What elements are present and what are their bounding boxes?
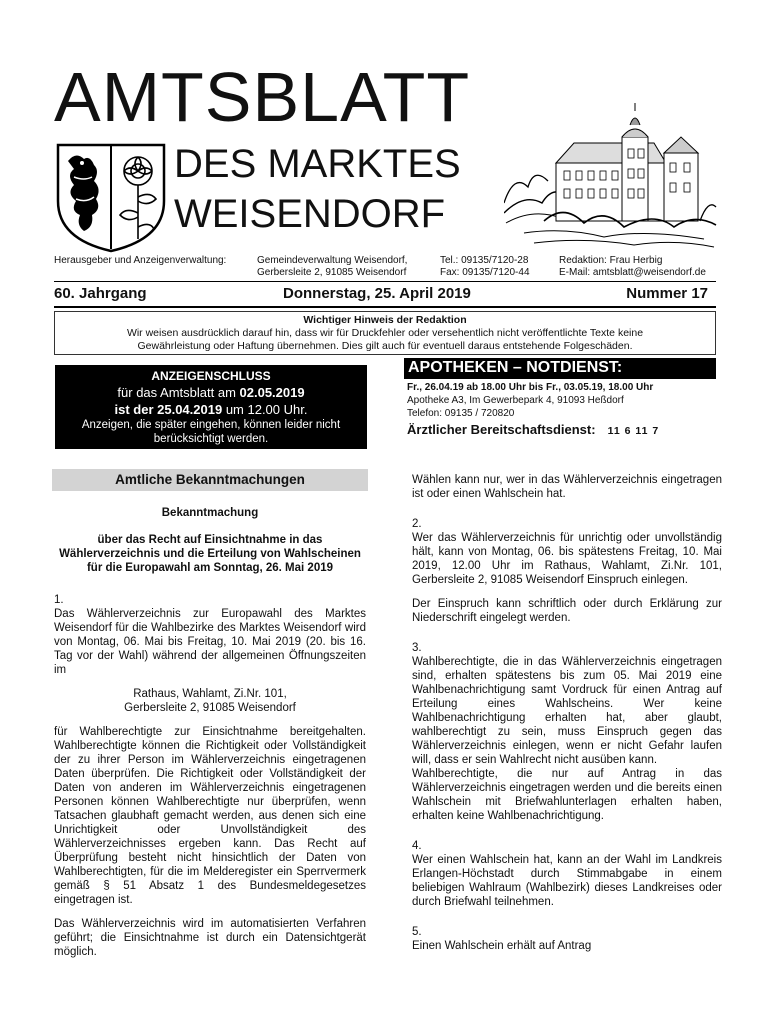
pharmacy-address: Apotheke A3, Im Gewerbepark 4, 91093 Heßdorf — [407, 395, 624, 406]
notice-line1: Wir weisen ausdrücklich darauf hin, dass wir für Druckfehler oder versehentlich nicht veröffentlichte Texte keine — [126, 327, 644, 339]
ad-deadline-box — [55, 365, 367, 449]
paragraph: 2. Wer das Wählerverzeichnis für unrichtig oder unvollständig hält, kann von Montag, 06. bis spätestens Freitag, 10. Mai 2019, 12.00 Uhr im Rathaus, Wahlamt, Zi.Nr. 101, Gerbersleite 2, 91085 Weisendorf Einspruch einlegen. — [412, 518, 722, 586]
left-column — [54, 593, 366, 969]
notice-title: Wichtiger Hinweis der Redaktion — [303, 314, 467, 326]
address-block — [54, 687, 366, 715]
issue-year: 60. Jahrgang — [54, 285, 147, 302]
pharmacy-time: Fr., 26.04.19 ab 18.00 Uhr bis Fr., 03.05.19, 18.00 Uhr — [407, 382, 654, 393]
divider — [54, 281, 716, 282]
publisher-org-line1: Gemeindeverwaltung Weisendorf, — [257, 255, 408, 266]
editorial-notice — [54, 311, 716, 355]
publisher-editor: Redaktion: Frau Herbig — [559, 255, 663, 266]
publisher-label: Herausgeber und Anzeigenverwaltung: — [54, 255, 227, 266]
deadline-title: ANZEIGENSCHLUSS — [151, 369, 271, 383]
masthead-title: AMTSBLATT — [54, 58, 471, 136]
section-heading: Amtliche Bekanntmachungen — [52, 469, 368, 491]
publisher-tel: Tel.: 09135/7120-28 — [440, 255, 529, 266]
divider — [54, 306, 716, 308]
publisher-fax: Fax: 09135/7120-44 — [440, 267, 530, 278]
notice-line2: Gewährleistung oder Haftung übernehmen. Dies gilt auch für eventuell daraus entstehende Folgeschäden. — [137, 340, 633, 352]
paragraph: 4. Wer einen Wahlschein hat, kann an der Wahl im Landkreis Erlangen-Höchstadt durch Stimmabgabe in einem beliebigen Wahlraum (Wahlbezirk) dieses Landkreises oder durch Briefwahl teilnehmen. — [412, 840, 722, 908]
right-column — [412, 473, 722, 963]
castle-illustration — [504, 103, 718, 251]
paragraph: 5. Einen Wahlschein erhält auf Antrag — [412, 926, 592, 952]
doctor-number: 11 6 11 7 — [607, 425, 660, 437]
publisher-org-line2: Gerbersleite 2, 91085 Weisendorf — [257, 267, 407, 278]
paragraph: Der Einspruch kann schriftlich oder durch Erklärung zur Niederschrift eingelegt werden. — [412, 598, 722, 624]
deadline-line2 — [55, 384, 367, 401]
issue-number: Nummer 17 — [626, 285, 708, 302]
paragraph: Das Wählerverzeichnis wird im automatisierten Verfahren geführt; die Einsichtnahme ist durch ein Datensichtgerät möglich. — [54, 918, 366, 958]
paragraph: für Wahlberechtigte zur Einsichtnahme bereitgehalten. Wahlberechtigte können die Richtigkeit oder Vollständigkeit der zu ihrer Person im Wählerverzeichnis eingetragenen Daten überprüfen. Die Richtigkeit oder Vollständigkeit der Daten von anderen im Wählerverzeichnis eingetragenen Personen können Wahlberechtigte nur überprüfen, wenn Tatsachen glaubhaft gemacht werden, aus denen sich eine Unrichtigkeit oder Unvollständigkeit des Wählerverzeichnisses ergeben kann. Das Recht auf Überprüfung besteht nicht hinsichtlich der Daten von Wahlberechtigten, für die im Melderegister ein Sperrvermerk gemäß § 51 Absatz 1 des Bundesmeldegesetzes eingetragen ist. — [54, 726, 366, 906]
publisher-email: E-Mail: amtsblatt@weisendorf.de — [559, 267, 706, 278]
pharmacy-info — [407, 381, 719, 420]
deadline-line3-suffix: um 12.00 Uhr. — [222, 402, 308, 417]
deadline-line3 — [55, 401, 367, 418]
address-line2: Gerbersleite 2, 91085 Weisendorf — [124, 702, 296, 714]
pharmacy-heading: APOTHEKEN – NOTDIENST: — [404, 358, 716, 379]
doctor-service — [407, 422, 659, 437]
masthead-subtitle-line1: DES MARKTES — [174, 142, 461, 186]
deadline-line4: Anzeigen, die später eingehen, können leider nicht berücksichtigt werden. — [81, 419, 341, 445]
masthead-subtitle-line2: WEISENDORF — [174, 192, 446, 236]
paragraph: Wählen kann nur, wer in das Wählerverzeichnis eingetragen ist oder einen Wahlschein hat. — [412, 474, 722, 500]
deadline-line2-date: 02.05.2019 — [239, 385, 305, 400]
paragraph: 1. Das Wählerverzeichnis zur Europawahl des Marktes Weisendorf für die Wahlbezirke des Marktes Weisendorf wird von Montag, 06. Mai bis Freitag, 10. Mai 2019 (20. bis 16. Tag vor der Wahl) während der allgemeinen Öffnungszeiten im — [54, 594, 366, 676]
pharmacy-phone: Telefon: 09135 / 720820 — [407, 408, 515, 419]
coat-of-arms-icon — [54, 141, 168, 253]
announcement-title: Bekanntmachung — [161, 507, 259, 519]
deadline-line2-prefix: für das Amtsblatt am — [117, 385, 240, 400]
doctor-label: Ärztlicher Bereitschaftsdienst: — [407, 422, 596, 437]
address-line1: Rathaus, Wahlamt, Zi.Nr. 101, — [133, 688, 287, 700]
paragraph: 3. Wahlberechtigte, die in das Wählerverzeichnis eingetragen sind, erhalten spätestens bis zum 05. Mai 2019 eine Wahlbenachrichtigung samt Vordruck für einen Antrag auf Erteilung eines Wahlscheins. Wer keine Wahlbenachrichtigung erhalten hat, aber glaubt, wahlberechtigt zu sein, muss Einspruch gegen das Wählerverzeichnis einlegen, wenn er nicht Gefahr laufen will, dass er sein Wahlrecht nicht ausüben kann. Wahlberechtigte, die nur auf Antrag in das Wählerverzeichnis eingetragen werden und die bereits einen Wahlschein mit Briefwahlunterlagen erhalten haben, erhalten keine Wahlbenachrichtigung. — [412, 642, 722, 822]
deadline-line3-date: ist der 25.04.2019 — [114, 402, 223, 417]
issue-date: Donnerstag, 25. April 2019 — [283, 285, 471, 302]
announcement-subtitle: über das Recht auf Einsichtnahme in das Wählerverzeichnis und die Erteilung von Wahlscheinen für die Europawahl am Sonntag, 26. Mai 2019 — [59, 534, 361, 574]
